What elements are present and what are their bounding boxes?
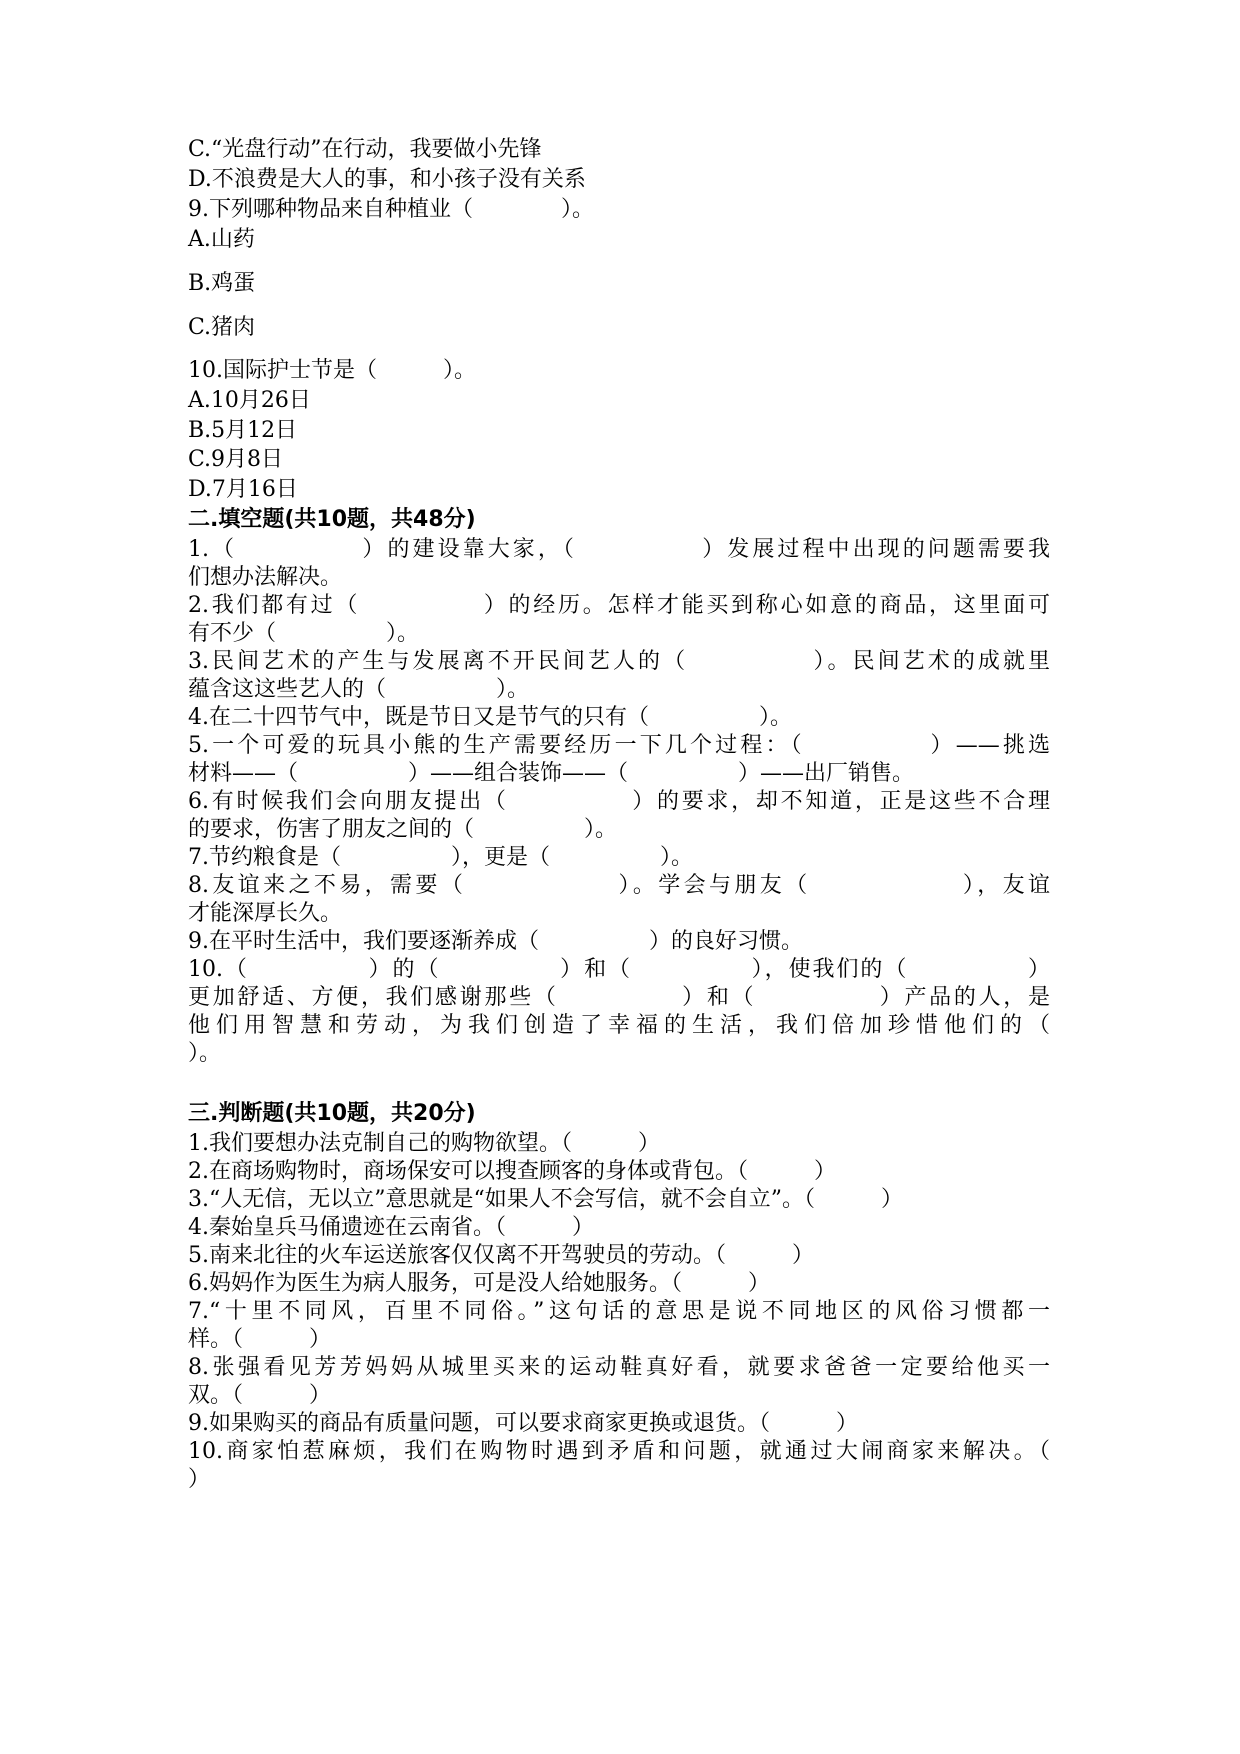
fill-in-line: 的要求，伤害了朋友之间的（ ）。 <box>188 817 618 842</box>
fill-in-line: 材料——（ ）——组合装饰——（ ）——出厂销售。 <box>188 761 915 786</box>
fill-in-line: 5.一个可爱的玩具小熊的生产需要经历一下几个过程：（ ）——挑选 <box>188 733 1050 758</box>
true-false-line: 7.“十里不同风，百里不同俗。”这句话的意思是说不同地区的风俗习惯都一 <box>188 1299 1050 1324</box>
fill-in-line: 3.民间艺术的产生与发展离不开民间艺人的（ ）。民间艺术的成就里 <box>188 649 1050 674</box>
true-false-line: 4.秦始皇兵马俑遗迹在云南省。（ ） <box>188 1215 594 1240</box>
true-false-line: 10.商家怕惹麻烦，我们在购物时遇到矛盾和问题，就通过大闹商家来解决。（ <box>188 1439 1050 1464</box>
fill-in-line: 4.在二十四节气中，既是节日又是节气的只有（ ）。 <box>188 705 792 730</box>
fill-in-line: 2.我们都有过（ ）的经历。怎样才能买到称心如意的商品，这里面可 <box>188 593 1050 618</box>
true-false-line: ） <box>188 1467 211 1492</box>
fill-in-line: 6.有时候我们会向朋友提出（ ）的要求，却不知道，正是这些不合理 <box>188 789 1050 814</box>
true-false-line: 8.张强看见芳芳妈妈从城里买来的运动鞋真好看，就要求爸爸一定要给他买一 <box>188 1355 1050 1380</box>
fill-in-line: 1.（ ）的建设靠大家，（ ）发展过程中出现的问题需要我 <box>188 537 1050 562</box>
fill-in-line: 有不少（ ）。 <box>188 621 420 646</box>
q10-option-a: A.10月26日 <box>188 388 311 413</box>
fill-in-line: 9.在平时生活中，我们要逐渐养成（ ）的良好习惯。 <box>188 929 803 954</box>
true-false-line: 3.“人无信，无以立”意思就是“如果人不会写信，就不会自立”。（ ） <box>188 1187 903 1212</box>
q9-stem: 9.下列哪种物品来自种植业（ ）。 <box>188 197 594 222</box>
fill-in-line: 更加舒适、方便，我们感谢那些（ ）和（ ）产品的人，是 <box>188 985 1050 1010</box>
true-false-line: 双。（ ） <box>188 1383 332 1408</box>
q10-option-b: B.5月12日 <box>188 418 298 443</box>
fill-in-line: 蕴含这这些艺人的（ ）。 <box>188 677 530 702</box>
q9-option-a: A.山药 <box>188 227 255 252</box>
true-false-line: 2.在商场购物时，商场保安可以搜查顾客的身体或背包。（ ） <box>188 1159 836 1184</box>
fill-in-line: 们想办法解决。 <box>188 565 343 590</box>
fill-in-line: 10.（ ）的（ ）和（ ），使我们的（ ） <box>188 957 1050 982</box>
section-heading-true-false: 三.判断题(共10题，共20分) <box>188 1101 476 1126</box>
q10-option-c: C.9月8日 <box>188 447 284 472</box>
fill-in-line: 才能深厚长久。 <box>188 901 343 926</box>
true-false-line: 样。（ ） <box>188 1327 332 1352</box>
fill-in-line: 8.友谊来之不易，需要（ ）。学会与朋友（ ），友谊 <box>188 873 1050 898</box>
true-false-line: 6.妈妈作为医生为病人服务，可是没人给她服务。（ ） <box>188 1271 770 1296</box>
fill-in-line: 他们用智慧和劳动，为我们创造了幸福的生活，我们倍加珍惜他们的（ <box>188 1013 1050 1038</box>
q8-option-c: C.“光盘行动”在行动，我要做小先锋 <box>188 137 542 162</box>
fill-in-line: ）。 <box>188 1041 222 1066</box>
true-false-line: 1.我们要想办法克制自己的购物欲望。（ ） <box>188 1131 660 1156</box>
fill-in-line: 7.节约粮食是（ ），更是（ ）。 <box>188 845 693 870</box>
q10-stem: 10.国际护士节是（ ）。 <box>188 358 476 383</box>
q10-option-d: D.7月16日 <box>188 477 298 502</box>
q9-option-c: C.猪肉 <box>188 315 256 340</box>
q9-option-b: B.鸡蛋 <box>188 271 256 296</box>
q8-option-d: D.不浪费是大人的事，和小孩子没有关系 <box>188 167 586 192</box>
true-false-line: 9.如果购买的商品有质量问题，可以要求商家更换或退货。（ ） <box>188 1411 858 1436</box>
true-false-line: 5.南来北往的火车运送旅客仅仅离不开驾驶员的劳动。（ ） <box>188 1243 814 1268</box>
section-heading-fill-in: 二.填空题(共10题，共48分) <box>188 507 476 532</box>
